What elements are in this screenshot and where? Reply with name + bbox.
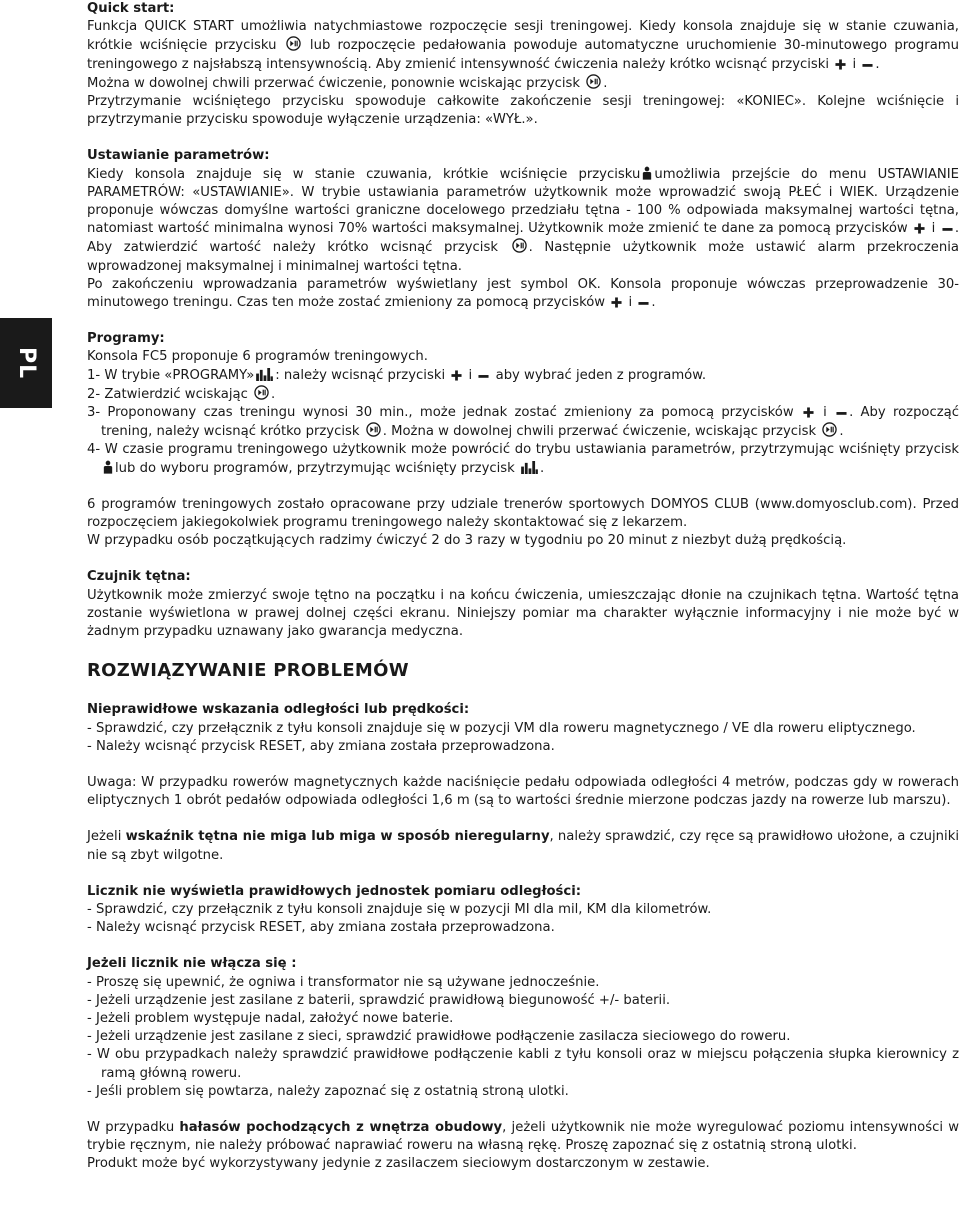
- quick-start-paragraph: Funkcja QUICK START umożliwia natychmiastowe rozpoczęcie sesji treningowej. Kiedy konsola znajduje się w stanie czuwania, krótkie wciśnięcie przycisku lub rozpoczęcie pedałowania powoduje automatyczne uruchomienie 30-minutowego programu treningowego z najsłabszą intensywnością. Aby zmienić intensywność ćwiczenia należy krótko wcisnąć przyciski i .: [87, 19, 959, 72]
- plus-icon: [803, 407, 814, 418]
- user-icon: [103, 460, 113, 474]
- power-item: - Jeżeli urządzenie jest zasilane z baterii, sprawdzić prawidłową biegunowość +/- baterii.: [87, 992, 671, 1008]
- hr-sensor-paragraph: Użytkownik może zmierzyć swoje tętno na początku i na końcu ćwiczenia, umieszczając dłonie na czujnikach tętna. Wartość tętna zostanie wyświetlona w prawej dolnej części ekranu. Niniejszy pomiar ma charakter wyłącznie informacyjny i nie może być w żadnym przypadku uznawany jako gwarancja medyczna.: [87, 587, 959, 640]
- units-item: - Należy wcisnąć przycisk RESET, aby zmiana została przeprowadzona.: [87, 920, 555, 936]
- settings-heading: Ustawianie parametrów:: [87, 148, 270, 164]
- programs-item-4: 4- W czasie programu treningowego użytkownik może powrócić do trybu ustawiania parametrów, przytrzymując wciśnięty przycisk lub do wyboru programów, przytrzymując wciśnięty przycisk .: [87, 442, 959, 476]
- play-pause-icon: [366, 422, 381, 437]
- play-pause-icon: [586, 74, 601, 89]
- power-item: - Proszę się upewnić, że ogniwa i transformator nie są używane jednocześnie.: [87, 974, 600, 990]
- troubleshooting-title: ROZWIĄZYWANIE PROBLEMÓW: [87, 660, 409, 682]
- power-heading: Jeżeli licznik nie włącza się :: [87, 956, 297, 972]
- units-item: - Sprawdzić, czy przełącznik z tyłu konsoli znajduje się w pozycji MI dla mil, KM dla kilometrów.: [87, 901, 712, 917]
- document-page: [87, 0, 959, 1174]
- language-tab-label: PL: [14, 346, 40, 380]
- plus-icon: [914, 223, 925, 234]
- plus-icon: [835, 59, 846, 70]
- distance-speed-item: - Należy wcisnąć przycisk RESET, aby zmiana została przeprowadzona.: [87, 738, 555, 754]
- minus-icon: [942, 223, 953, 234]
- hr-sensor-heading: Czujnik tętna:: [87, 569, 191, 585]
- programs-item-2: 2- Zatwierdzić wciskając .: [87, 386, 276, 402]
- minus-icon: [862, 59, 873, 70]
- plus-icon: [611, 297, 622, 308]
- quick-start-stop: Przytrzymanie wciśniętego przycisku spowoduje całkowite zakończenie sesji treningowej: «KONIEC». Kolejne wciśnięcie i przytrzymanie przycisku spowoduje wyłączenie urządzenia: «WYŁ.».: [87, 94, 959, 128]
- user-icon: [642, 166, 652, 180]
- play-pause-icon: [512, 238, 527, 253]
- play-pause-icon: [286, 36, 301, 51]
- language-tab: [0, 318, 52, 408]
- programs-icon: [256, 368, 273, 381]
- plus-icon: [451, 370, 462, 381]
- units-heading: Licznik nie wyświetla prawidłowych jednostek pomiaru odległości:: [87, 883, 582, 899]
- power-item: - W obu przypadkach należy sprawdzić prawidłowe podłączenie kabli z tyłu konsoli oraz w miejscu połączenia słupka kierownicy z ramą główną roweru.: [87, 1047, 959, 1081]
- programs-heading: Programy:: [87, 331, 165, 347]
- programs-intro: Konsola FC5 proponuje 6 programów treningowych.: [87, 349, 428, 365]
- quick-start-pause: Można w dowolnej chwili przerwać ćwiczenie, ponownie wciskając przycisk .: [87, 75, 608, 91]
- programs-item-1: 1- W trybie «PROGRAMY» : należy wcisnąć przyciski i aby wybrać jeden z programów.: [87, 367, 707, 383]
- distance-speed-heading: Nieprawidłowe wskazania odległości lub prędkości:: [87, 702, 470, 718]
- programs-icon: [521, 461, 538, 474]
- quick-start-heading: Quick start:: [87, 1, 175, 16]
- settings-ok-paragraph: Po zakończeniu wprowadzania parametrów wyświetlany jest symbol OK. Konsola proponuje wówczas przeprowadzenie 30-minutowego treningu. Czas ten może zostać zmieniony za pomocą przycisków i .: [87, 276, 959, 311]
- power-item: - Jeżeli problem występuje nadal, założyć nowe baterie.: [87, 1010, 454, 1026]
- hr-indicator-paragraph: Jeżeli wskaźnik tętna nie miga lub miga w sposób nieregularny, należy sprawdzić, czy ręce są prawidłowo ułożone, a czujniki nie są zbyt wilgotne.: [87, 829, 959, 863]
- minus-icon: [478, 370, 489, 381]
- minus-icon: [638, 297, 649, 308]
- minus-icon: [836, 407, 847, 418]
- programs-domyos-paragraph: 6 programów treningowych zostało opracowane przy udziale trenerów sportowych DOMYOS CLUB (www.domyosclub.com). Przed rozpoczęciem jakiegokolwiek programu treningowego należy skontaktować się z lekarzem.: [87, 496, 959, 531]
- power-item: - Jeżeli urządzenie jest zasilane z sieci, sprawdzić prawidłowe podłączenie zasilacza sieciowego do roweru.: [87, 1029, 791, 1045]
- programs-beginners-paragraph: W przypadku osób początkujących radzimy ćwiczyć 2 do 3 razy w tygodniu po 20 minut z niezbyt dużą prędkością.: [87, 533, 847, 549]
- power-adapter-note: Produkt może być wykorzystywany jedynie z zasilaczem sieciowym dostarczonym w zestawie.: [87, 1156, 710, 1172]
- distance-speed-item: - Sprawdzić, czy przełącznik z tyłu konsoli znajduje się w pozycji VM dla roweru magnetycznego / VE dla roweru eliptycznego.: [87, 720, 916, 736]
- power-item: - Jeśli problem się powtarza, należy zapoznać się z ostatnią stroną ulotki.: [87, 1083, 569, 1099]
- noise-paragraph: W przypadku hałasów pochodzących z wnętrza obudowy, jeżeli użytkownik nie może wyregulować poziomu intensywności w trybie ręcznym, nie należy próbować naprawiać roweru na własną rękę. Proszę zapoznać się z ostatnią stroną ulotki.: [87, 1119, 959, 1154]
- distance-note: Uwaga: W przypadku rowerów magnetycznych każde naciśnięcie pedału odpowiada odległości 4 metrów, podczas gdy w rowerach eliptycznych 1 obrót pedałów odpowiada odległości 1,6 m (są to wartości średnie mierzone podczas jazdy na rowerze lub marszu).: [87, 774, 959, 809]
- play-pause-icon: [822, 422, 837, 437]
- play-pause-icon: [254, 385, 269, 400]
- programs-item-3: 3- Proponowany czas treningu wynosi 30 min., może jednak zostać zmieniony za pomocą przycisków i . Aby rozpocząć trening, należy wcisnąć krótko przycisk . Można w dowolnej chwili przerwać ćwiczenie, wciskając przycisk .: [87, 405, 960, 440]
- settings-paragraph: Kiedy konsola znajduje się w stanie czuwania, krótkie wciśnięcie przycisku umożliwia przejście do menu USTAWIANIE PARAMETRÓW: «USTAWIANIE». W trybie ustawiania parametrów użytkownik może wprowadzić swoją PŁEĆ i WIEK. Urządzenie proponuje wówczas domyślne wartości graniczne docelowego przedziału tętna - 100 % odpowiada maksymalnej wartości tętna, natomiast wartość minimalna wynosi 70% wartości maksymalnej. Użytkownik może zmienić te dane za pomocą przycisków i . Aby zatwierdzić wartość należy krótko wcisnąć przycisk . Następnie użytkownik może ustawić alarm przekroczenia wprowadzonej maksymalnej i minimalnej wartości tętna.: [87, 166, 960, 274]
